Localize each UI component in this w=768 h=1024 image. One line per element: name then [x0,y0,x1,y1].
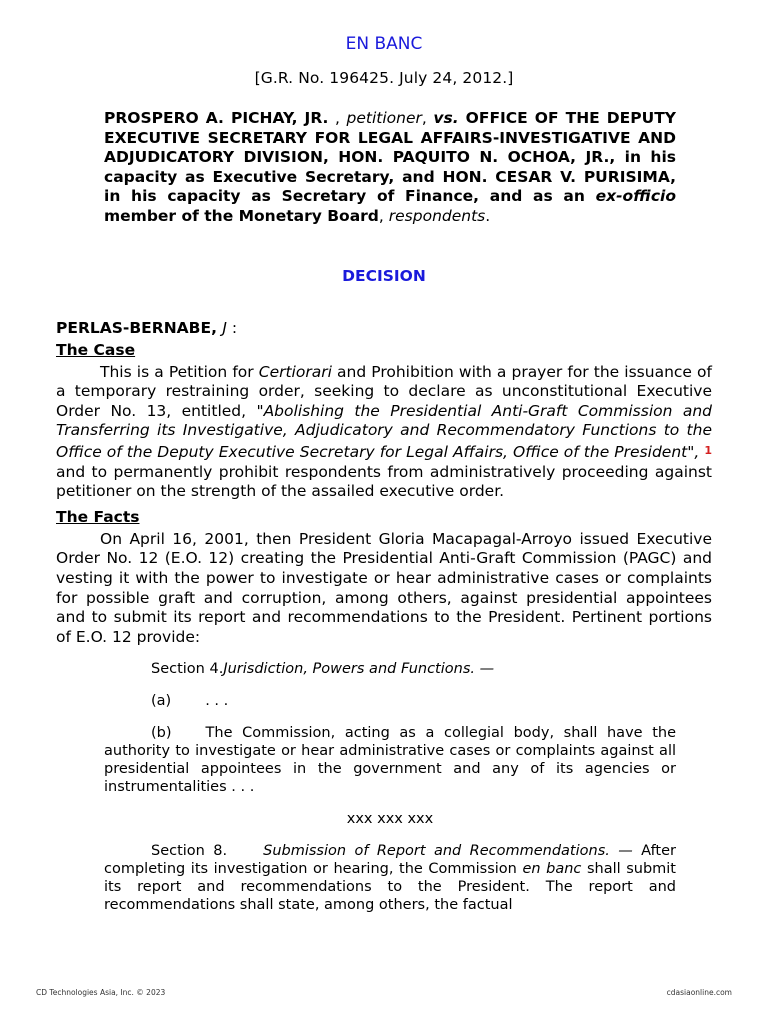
section-4 [104,660,676,678]
en-banc-term: en banc [522,861,582,878]
text-run: This is a Petition for [100,362,259,381]
text-run: After completing its investigation or hearing, the Commission [104,843,676,878]
parties-sep: , [421,109,434,127]
eo-title: "Abolishing the Presidential Anti-Graft Commission and Transferring its Investigative, Adjudicatory and Recommendatory Functions to the Office of the Deputy Executive Secretary for Legal Affairs, Office of the President", [56,401,712,461]
facts-paragraph: On April 16, 2001, then President Gloria Macapagal-Arroyo issued Executive Order No. 12 (E.O. 12) creating the Presidential Anti-Graft Commission (PAGC) and vesting it with the power to investigate or hear administrative cases or complaints for possible graft and corruption, among others, against presidential appointees and to submit its report and recommendations to the President. Pertinent portions of E.O. 12 provide: [56,529,712,646]
parties-sep: , [328,109,347,127]
decision-title: DECISION [342,266,426,285]
petitioner-name: PROSPERO A. PICHAY, JR. [104,109,329,127]
versus: vs. [433,109,459,127]
section-title: Jurisdiction, Powers and Functions. — [223,661,495,678]
petitioner-role: petitioner [346,109,422,127]
section-8 [104,842,676,914]
case-parties [104,109,676,227]
certiorari-term: Certiorari [258,362,332,381]
item-label: (a) [151,693,172,710]
respondents-names: OFFICE OF THE DEPUTY EXECUTIVE SECRETARY FOR LEGAL AFFAIRS-INVESTIGATIVE AND ADJUDICATORY DIVISION, HON. PAQUITO N. OCHOA, JR., in his capacity as Executive Secretary, and HON. CESAR V. PURISIMA, in his capacity as Secretary of Finance, and as an [104,109,677,206]
item-b [104,724,676,796]
footer-site[interactable]: cdasiaonline.com [666,988,732,997]
item-text: The Commission, acting as a collegial body, shall have the authority to investigate or hear administrative cases or complaints against all presidential appointees in the government and any of its agencies or instrumentalities . . . [104,725,676,796]
footer-copyright: CD Technologies Asia, Inc. © 2023 [36,988,166,997]
item-text: . . . [205,693,229,710]
parties-sep: , [378,206,389,225]
parties-period: . [485,206,491,225]
footnote-link[interactable]: 1 [704,443,712,457]
ponente [56,319,712,337]
item-label: (b) [151,725,172,742]
section-heading-facts: The Facts [56,507,140,526]
ponente-sep: , [211,318,223,337]
section-title: Submission of Report and Recommendations. — [263,843,633,860]
eo-quotation [104,660,676,914]
document-page [56,0,712,914]
court-division: EN BANC [345,34,423,54]
text-run: shall submit its report and recommendations to the President. The report and recommendations shall state, among others, the factual [104,861,676,914]
text-run: and to permanently prohibit respondents from administratively proceeding against petitioner on the strength of the assailed executive order. [56,462,712,501]
ponente-colon: : [226,318,238,337]
case-paragraph [56,363,712,502]
ponente-title: J [222,318,227,337]
section-label: Section 4. [151,661,224,678]
case-number: [G.R. No. 196425. July 24, 2012.] [254,69,514,87]
omission-marker: xxx xxx xxx [346,811,434,828]
monetary-board: member of the Monetary Board [104,206,379,225]
text-run: and Prohibition with a prayer for the issuance of a temporary restraining order, seeking to declare as unconstitutional Executive Order No. 13, entitled, [56,362,712,420]
section-label: Section 8. [151,843,228,860]
ponente-name: PERLAS-BERNABE [56,318,212,337]
respondents-role: respondents [388,206,486,225]
section-heading-case: The Case [56,340,136,359]
item-a [104,692,676,710]
ex-officio: ex-officio [595,187,676,206]
